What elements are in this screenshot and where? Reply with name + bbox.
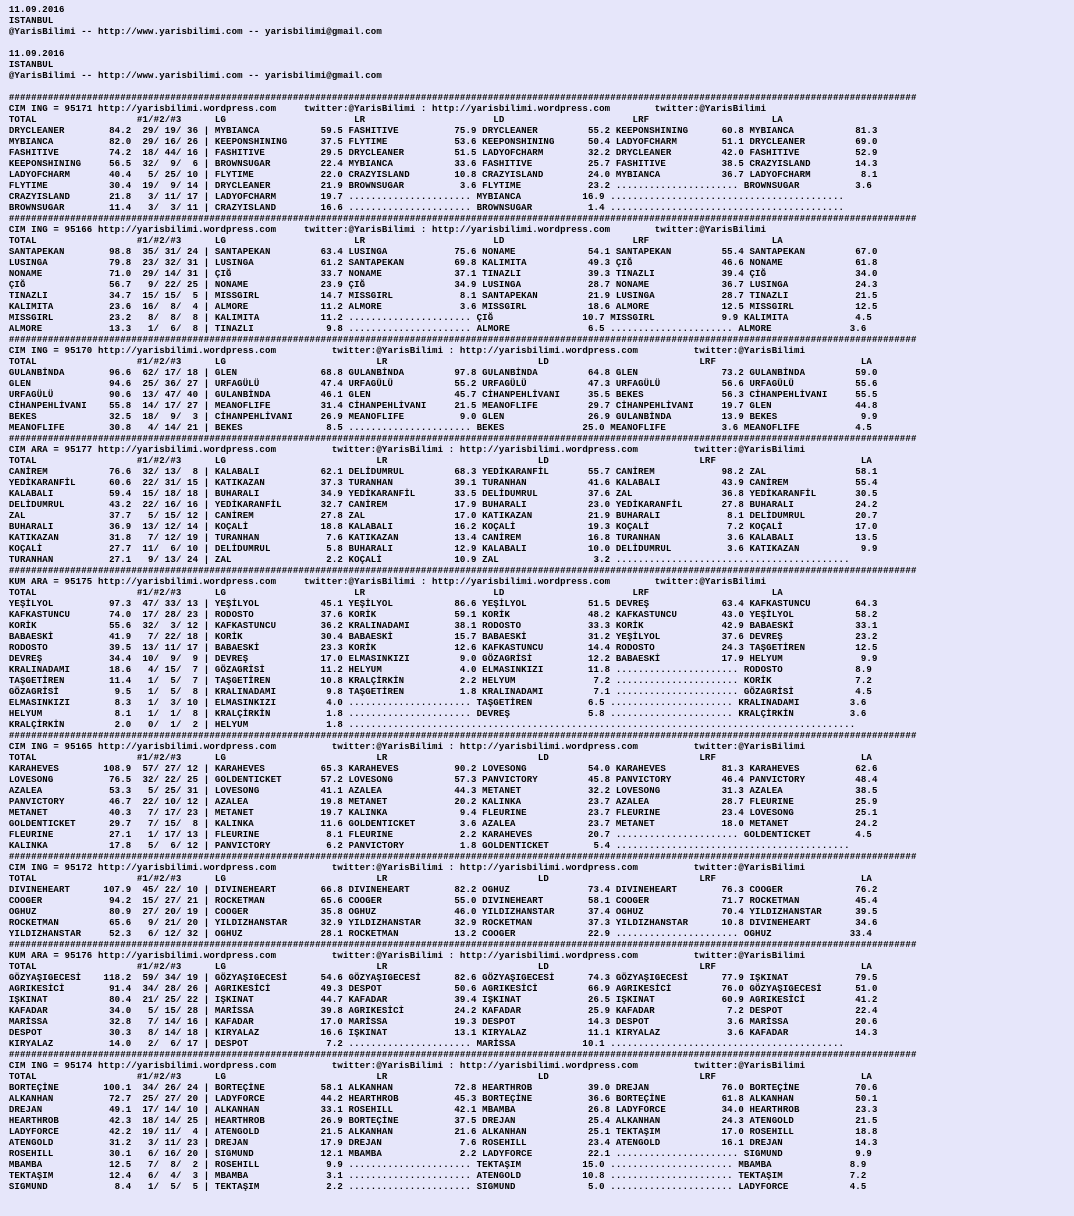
runner-row: RODOSTO 39.5 13/ 11/ 17 | BABAESKİ 23.3 KORİK 12.6 KAFKASTUNCU 14.4 RODOSTO 24.3 TAŞGETİREN 12.5 <box>8 642 878 653</box>
runner-row: FLEURINE 27.1 1/ 17/ 13 | FLEURINE 8.1 FLEURINE 2.2 KARAHEVES 20.7 ...................... GOLDENTICKET 4.5 <box>8 829 872 840</box>
runner-row: YEDİKARANFİL 60.6 22/ 31/ 15 | KATIKAZAN 37.3 TURANHAN 39.1 TURANHAN 41.6 KALABALI 43.9 CANİREM 55.4 <box>8 477 878 488</box>
runner-row: ALKANHAN 72.7 25/ 27/ 20 | LADYFORCE 44.2 HEARTHROB 45.3 BORTEÇİNE 36.6 BORTEÇİNE 61.8 ALKANHAN 50.1 <box>8 1093 878 1104</box>
runner-row: SIGMUND 8.4 1/ 5/ 5 | TEKTAŞIM 2.2 ...................... SIGMUND 5.0 ...................... LADYFORCE 4.5 <box>8 1181 867 1192</box>
column-header: TOTAL #1/#2/#3 LG LR LD LRF LA <box>8 587 783 598</box>
column-header: TOTAL #1/#2/#3 LG LR LD LRF LA <box>8 356 872 367</box>
column-header: TOTAL #1/#2/#3 LG LR LD LRF LA <box>8 961 872 972</box>
runner-row: KAFADAR 34.0 5/ 15/ 28 | MARİSSA 39.8 AGRIKESİCİ 24.2 KAFADAR 25.9 KAFADAR 7.2 DESPOT 22.4 <box>8 1005 878 1016</box>
header-gap <box>9 81 1047 92</box>
runner-row: BORTEÇİNE 100.1 34/ 26/ 24 | BORTEÇİNE 58.1 ALKANHAN 72.8 HEARTHROB 39.0 DREJAN 76.0 BORTEÇİNE 70.6 <box>8 1082 878 1093</box>
runner-row: TAŞGETİREN 11.4 1/ 5/ 7 | TAŞGETİREN 10.8 KRALÇİRKİN 2.2 HELYUM 7.2 ...................... KORİK 7.2 <box>8 675 872 686</box>
column-header: TOTAL #1/#2/#3 LG LR LD LRF LA <box>8 235 783 246</box>
race-title: CIM ING = 95174 http://yarisbilimi.wordpress.com twitter:@YarisBilimi : http://yarisbilimi.wordpress.com twitter:@YarisBilimi <box>8 1060 806 1071</box>
runner-row: BROWNSUGAR 11.4 3/ 3/ 11 | CRAZYISLAND 16.6 ...................... BROWNSUGAR 1.4 .......................................... <box>8 202 845 213</box>
runner-row: TEKTAŞIM 12.4 6/ 4/ 3 | MBAMBA 3.1 ...................... ATENGOLD 10.8 ...................... TEKTAŞIM 7.2 <box>8 1170 867 1181</box>
runner-row: GÖZYAŞIGECESİ 118.2 59/ 34/ 19 | GÖZYAŞIGECESİ 54.6 GÖZYAŞIGECESİ 82.6 GÖZYAŞIGECESİ 74.3 GÖZYAŞIGECESİ 77.9 IŞKINAT 79.5 <box>8 972 878 983</box>
runner-row: BUHARALI 36.9 13/ 12/ 14 | KOÇALİ 18.8 KALABALI 16.2 KOÇALİ 19.3 KOÇALİ 7.2 KOÇALİ 17.0 <box>8 521 878 532</box>
runner-row: TINAZLI 34.7 15/ 15/ 5 | MISSGIRL 14.7 MISSGIRL 8.1 SANTAPEKAN 21.9 LUSINGA 28.7 TINAZLI 21.5 <box>8 290 878 301</box>
runner-row: METANET 40.3 7/ 17/ 23 | METANET 19.7 KALINKA 9.4 FLEURINE 23.7 FLEURINE 23.4 LOVESONG 25.1 <box>8 807 878 818</box>
separator-line: ################################################################################################################################################################### <box>8 851 917 862</box>
runner-row: ELMASINKIZI 8.3 1/ 3/ 10 | ELMASINKIZI 4.0 ...................... TAŞGETİREN 6.5 ...................... KRALINADAMI 3.6 <box>8 697 867 708</box>
runner-row: DEVREŞ 34.4 10/ 9/ 9 | DEVREŞ 17.0 ELMASINKIZI 9.0 GÖZAGRİSİ 12.2 BABAESKİ 17.9 HELYUM 9.9 <box>8 653 878 664</box>
runner-row: LOVESONG 76.5 32/ 22/ 25 | GOLDENTICKET 57.2 LOVESONG 57.3 PANVICTORY 45.8 PANVICTORY 46.4 PANVICTORY 48.4 <box>8 774 878 785</box>
header-line: ISTANBUL <box>8 59 54 70</box>
separator-line: ################################################################################################################################################################### <box>8 1049 917 1060</box>
runner-row: FASHITIVE 74.2 18/ 44/ 16 | FASHITIVE 29.5 DRYCLEANER 51.5 LADYOFCHARM 32.2 DRYCLEANER 42.0 FASHITIVE 52.9 <box>8 147 878 158</box>
runner-row: KALABALI 59.4 15/ 18/ 18 | BUHARALI 34.9 YEDİKARANFİL 33.5 DELİDUMRUL 37.6 ZAL 36.8 YEDİKARANFİL 30.5 <box>8 488 878 499</box>
runner-row: MISSGIRL 23.2 8/ 8/ 8 | KALIMITA 11.2 ...................... ÇIĞ 10.7 MISSGIRL 9.9 KALIMITA 4.5 <box>8 312 872 323</box>
race-title: CIM ING = 95166 http://yarisbilimi.wordpress.com twitter:@YarisBilimi : http://yarisbilimi.wordpress.com twitter:@YarisBilimi <box>8 224 767 235</box>
runner-row: ÇIĞ 56.7 9/ 22/ 25 | NONAME 23.9 ÇIĞ 34.9 LUSINGA 28.7 NONAME 36.7 LUSINGA 24.3 <box>8 279 878 290</box>
runner-row: KIRYALAZ 14.0 2/ 6/ 17 | DESPOT 7.2 ...................... MARİSSA 10.1 .......................................... <box>8 1038 845 1049</box>
race-title: CIM ING = 95170 http://yarisbilimi.wordpress.com twitter:@YarisBilimi : http://yarisbilimi.wordpress.com twitter:@YarisBilimi <box>8 345 806 356</box>
race-title: CIM ING = 95165 http://yarisbilimi.wordpress.com twitter:@YarisBilimi : http://yarisbilimi.wordpress.com twitter:@YarisBilimi <box>8 741 806 752</box>
column-header: TOTAL #1/#2/#3 LG LR LD LRF LA <box>8 114 783 125</box>
runner-row: MYBIANCA 82.0 29/ 16/ 26 | KEEPONSHINING 37.5 FLYTIME 53.6 KEEPONSHINING 50.4 LADYOFCHARM 51.1 DRYCLEANER 69.0 <box>8 136 878 147</box>
header-line: @YarisBilimi -- http://www.yarisbilimi.com -- yarisbilimi@gmail.com <box>8 70 382 81</box>
runner-row: AGRIKESİCİ 91.4 34/ 28/ 26 | AGRIKESİCİ 49.3 DESPOT 50.6 AGRIKESİCİ 66.9 AGRIKESİCİ 76.0 GÖZYAŞIGECESİ 51.0 <box>8 983 878 994</box>
runner-row: YILDIZHANSTAR 52.3 6/ 12/ 32 | OGHUZ 28.1 ROCKETMAN 13.2 COOGER 22.9 ...................... OGHUZ 33.4 <box>8 928 872 939</box>
separator-line: ################################################################################################################################################################### <box>8 730 917 741</box>
runner-row: DELİDUMRUL 43.2 22/ 16/ 16 | YEDİKARANFİL 32.7 CANİREM 17.9 BUHARALI 23.0 YEDİKARANFİL 27.8 BUHARALI 24.2 <box>8 499 878 510</box>
runner-row: ALMORE 13.3 1/ 6/ 8 | TINAZLI 9.8 ...................... ALMORE 6.5 ...................... ALMORE 3.6 <box>8 323 867 334</box>
race-title: KUM ARA = 95176 http://yarisbilimi.wordpress.com twitter:@YarisBilimi : http://yarisbilimi.wordpress.com twitter:@YarisBilimi <box>8 950 806 961</box>
separator-line: ################################################################################################################################################################### <box>8 565 917 576</box>
race-title: CIM ING = 95172 http://yarisbilimi.wordpress.com twitter:@YarisBilimi : http://yarisbilimi.wordpress.com twitter:@YarisBilimi <box>8 862 806 873</box>
separator-line: ################################################################################################################################################################### <box>8 939 917 950</box>
header-gap <box>9 37 1047 48</box>
runner-row: MARİSSA 32.8 7/ 14/ 16 | KAFADAR 17.0 MARİSSA 19.3 DESPOT 14.3 DESPOT 3.6 MARİSSA 20.6 <box>8 1016 878 1027</box>
runner-row: YEŞİLYOL 97.3 47/ 33/ 13 | YEŞİLYOL 45.1 YEŞİLYOL 86.6 YEŞİLYOL 51.5 DEVREŞ 63.4 KAFKASTUNCU 64.3 <box>8 598 878 609</box>
runner-row: AZALEA 53.3 5/ 25/ 31 | LOVESONG 41.1 AZALEA 44.3 METANET 32.2 LOVESONG 31.3 AZALEA 38.5 <box>8 785 878 796</box>
runner-row: GLEN 94.6 25/ 36/ 27 | URFAGÜLÜ 47.4 URFAGÜLÜ 55.2 URFAGÜLÜ 47.3 URFAGÜLÜ 56.6 URFAGÜLÜ 55.6 <box>8 378 878 389</box>
runner-row: ATENGOLD 31.2 3/ 11/ 23 | DREJAN 17.9 DREJAN 7.6 ROSEHILL 23.4 ATENGOLD 16.1 DREJAN 14.3 <box>8 1137 878 1148</box>
runner-row: OGHUZ 80.9 27/ 20/ 19 | COOGER 35.8 OGHUZ 46.0 YILDIZHANSTAR 37.4 OGHUZ 70.4 YILDIZHANSTAR 39.5 <box>8 906 878 917</box>
runner-row: SANTAPEKAN 98.8 35/ 31/ 24 | SANTAPEKAN 63.4 LUSINGA 75.6 NONAME 54.1 SANTAPEKAN 55.4 SANTAPEKAN 67.0 <box>8 246 878 257</box>
runner-row: KARAHEVES 108.9 57/ 27/ 12 | KARAHEVES 65.3 KARAHEVES 90.2 LOVESONG 54.0 KARAHEVES 81.3 KARAHEVES 62.6 <box>8 763 878 774</box>
runner-row: DESPOT 30.3 8/ 14/ 18 | KIRYALAZ 16.6 IŞKINAT 13.1 KIRYALAZ 11.1 KIRYALAZ 3.6 KAFADAR 14.3 <box>8 1027 878 1038</box>
runner-row: GOLDENTICKET 29.7 7/ 15/ 8 | KALINKA 11.6 GOLDENTICKET 3.6 AZALEA 23.7 METANET 18.0 METANET 24.2 <box>8 818 878 829</box>
runner-row: DIVINEHEART 107.9 45/ 22/ 10 | DIVINEHEART 66.8 DIVINEHEART 82.2 OGHUZ 73.4 DIVINEHEART 76.3 COOGER 76.2 <box>8 884 878 895</box>
runner-row: ROCKETMAN 65.6 9/ 21/ 20 | YILDIZHANSTAR 32.9 YILDIZHANSTAR 32.9 ROCKETMAN 37.3 YILDIZHANSTAR 10.8 DIVINEHEART 34.6 <box>8 917 878 928</box>
runner-row: LUSINGA 79.8 23/ 32/ 31 | LUSINGA 61.2 SANTAPEKAN 69.8 KALIMITA 49.3 ÇIĞ 46.6 NONAME 61.8 <box>8 257 878 268</box>
runner-row: ROSEHILL 30.1 6/ 16/ 20 | SIGMUND 12.1 MBAMBA 2.2 LADYFORCE 22.1 ...................... SIGMUND 9.9 <box>8 1148 872 1159</box>
column-header: TOTAL #1/#2/#3 LG LR LD LRF LA <box>8 752 872 763</box>
runner-row: KALIMITA 23.6 16/ 8/ 4 | ALMORE 11.2 ALMORE 3.6 MISSGIRL 18.6 ALMORE 12.5 MISSGIRL 12.5 <box>8 301 878 312</box>
runner-row: COOGER 94.2 15/ 27/ 21 | ROCKETMAN 65.6 COOGER 55.0 DIVINEHEART 58.1 COOGER 71.7 ROCKETMAN 45.4 <box>8 895 878 906</box>
runner-row: LADYFORCE 42.2 19/ 11/ 4 | ATENGOLD 21.5 ALKANHAN 21.6 ALKANHAN 25.1 TEKTAŞIM 17.0 ROSEHILL 18.8 <box>8 1126 878 1137</box>
runner-row: KALINKA 17.8 5/ 6/ 12 | PANVICTORY 6.2 PANVICTORY 1.8 GOLDENTICKET 5.4 .......................................... <box>8 840 850 851</box>
column-header: TOTAL #1/#2/#3 LG LR LD LRF LA <box>8 873 872 884</box>
runner-row: DREJAN 49.1 17/ 14/ 10 | ALKANHAN 33.1 ROSEHILL 42.1 MBAMBA 26.8 LADYFORCE 34.0 HEARTHROB 23.3 <box>8 1104 878 1115</box>
runner-row: BEKES 32.5 18/ 9/ 3 | CİHANPEHLİVANI 26.9 MEANOFLIFE 9.0 GLEN 26.9 GULANBİNDA 13.9 BEKES 9.9 <box>8 411 878 422</box>
header-line: ISTANBUL <box>8 15 54 26</box>
runner-row: MEANOFLIFE 30.8 4/ 14/ 21 | BEKES 8.5 ...................... BEKES 25.0 MEANOFLIFE 3.6 MEANOFLIFE 4.5 <box>8 422 872 433</box>
runner-row: CANİREM 76.6 32/ 13/ 8 | KALABALI 62.1 DELİDUMRUL 68.3 YEDİKARANFİL 55.7 CANİREM 98.2 ZAL 58.1 <box>8 466 878 477</box>
runner-row: LADYOFCHARM 40.4 5/ 25/ 10 | FLYTIME 22.0 CRAZYISLAND 10.8 CRAZYISLAND 24.0 MYBIANCA 36.7 LADYOFCHARM 8.1 <box>8 169 878 180</box>
runner-row: BABAESKİ 41.9 7/ 22/ 18 | KORİK 30.4 BABAESKİ 15.7 BABAESKİ 31.2 YEŞİLYOL 37.6 DEVREŞ 23.2 <box>8 631 878 642</box>
runner-row: MBAMBA 12.5 7/ 8/ 2 | ROSEHILL 9.9 ...................... TEKTAŞIM 15.0 ...................... MBAMBA 8.9 <box>8 1159 867 1170</box>
runner-row: GÖZAGRİSİ 9.5 1/ 5/ 8 | KRALINADAMI 9.8 TAŞGETİREN 1.8 KRALINADAMI 7.1 ...................... GÖZAGRİSİ 4.5 <box>8 686 872 697</box>
runner-row: ZAL 37.7 5/ 15/ 12 | CANİREM 27.8 ZAL 17.0 KATIKAZAN 21.9 BUHARALI 8.1 DELİDUMRUL 20.7 <box>8 510 878 521</box>
race-title: CIM ARA = 95177 http://yarisbilimi.wordpress.com twitter:@YarisBilimi : http://yarisbilimi.wordpress.com twitter:@YarisBilimi <box>8 444 806 455</box>
separator-line: ################################################################################################################################################################### <box>8 433 917 444</box>
runner-row: HEARTHROB 42.3 18/ 14/ 25 | HEARTHROB 26.9 BORTEÇİNE 37.5 DREJAN 25.4 ALKANHAN 24.3 ATENGOLD 21.5 <box>8 1115 878 1126</box>
runner-row: KAFKASTUNCU 74.0 17/ 28/ 23 | RODOSTO 37.6 KORİK 59.1 KORİK 48.2 KAFKASTUNCU 43.0 YEŞİLYOL 58.2 <box>8 609 878 620</box>
runner-row: KRALÇİRKİN 2.0 0/ 1/ 2 | HELYUM 1.8 ........................................................................................... <box>8 719 856 730</box>
runner-row: TURANHAN 27.1 9/ 13/ 24 | ZAL 2.2 KOÇALİ 10.9 ZAL 3.2 .......................................... <box>8 554 850 565</box>
column-header: TOTAL #1/#2/#3 LG LR LD LRF LA <box>8 1071 872 1082</box>
runner-row: KORİK 55.6 32/ 3/ 12 | KAFKASTUNCU 36.2 KRALINADAMI 38.1 RODOSTO 33.3 KORİK 42.9 BABAESKİ 33.1 <box>8 620 878 631</box>
runner-row: URFAGÜLÜ 90.6 13/ 47/ 40 | GULANBİNDA 46.1 GLEN 45.7 CİHANPEHLİVANI 35.5 BEKES 56.3 CİHANPEHLİVANI 55.5 <box>8 389 878 400</box>
race-title: KUM ARA = 95175 http://yarisbilimi.wordpress.com twitter:@YarisBilimi : http://yarisbilimi.wordpress.com twitter:@YarisBilimi <box>8 576 767 587</box>
header-line: @YarisBilimi -- http://www.yarisbilimi.com -- yarisbilimi@gmail.com <box>8 26 382 37</box>
runner-row: KRALINADAMI 18.6 4/ 15/ 7 | GÖZAGRİSİ 11.2 HELYUM 4.0 ELMASINKIZI 11.8 ...................... RODOSTO 8.9 <box>8 664 872 675</box>
runner-row: FLYTIME 30.4 19/ 9/ 14 | DRYCLEANER 21.9 BROWNSUGAR 3.6 FLYTIME 23.2 ...................... BROWNSUGAR 3.6 <box>8 180 872 191</box>
separator-line: ################################################################################################################################################################### <box>8 334 917 345</box>
runner-row: GULANBİNDA 96.6 62/ 17/ 18 | GLEN 68.8 GULANBİNDA 97.8 GULANBİNDA 64.8 GLEN 73.2 GULANBİNDA 59.0 <box>8 367 878 378</box>
runner-row: KATIKAZAN 31.8 7/ 12/ 19 | TURANHAN 7.6 KATIKAZAN 13.4 CANİREM 16.8 TURANHAN 3.6 KALABALI 13.5 <box>8 532 878 543</box>
runner-row: NONAME 71.0 29/ 14/ 31 | ÇIĞ 33.7 NONAME 37.1 TINAZLI 39.3 TINAZLI 39.4 ÇIĞ 34.0 <box>8 268 878 279</box>
race-title: CIM ING = 95171 http://yarisbilimi.wordpress.com twitter:@YarisBilimi : http://yarisbilimi.wordpress.com twitter:@YarisBilimi <box>8 103 767 114</box>
separator-line: ################################################################################################################################################################### <box>8 92 917 103</box>
runner-row: DRYCLEANER 84.2 29/ 19/ 36 | MYBIANCA 59.5 FASHITIVE 75.9 DRYCLEANER 55.2 KEEPONSHINING 60.8 MYBIANCA 81.3 <box>8 125 878 136</box>
runner-row: IŞKINAT 80.4 21/ 25/ 22 | IŞKINAT 44.7 KAFADAR 39.4 IŞKINAT 26.5 IŞKINAT 60.9 AGRIKESİCİ 41.2 <box>8 994 878 1005</box>
header-line: 11.09.2016 <box>8 4 65 15</box>
column-header: TOTAL #1/#2/#3 LG LR LD LRF LA <box>8 455 872 466</box>
runner-row: CRAZYISLAND 21.8 3/ 11/ 17 | LADYOFCHARM 19.7 ...................... MYBIANCA 16.9 .......................................... <box>8 191 845 202</box>
runner-row: KOÇALİ 27.7 11/ 6/ 10 | DELİDUMRUL 5.8 BUHARALI 12.9 KALABALI 10.0 DELİDUMRUL 3.6 KATIKAZAN 9.9 <box>8 543 878 554</box>
header-line: 11.09.2016 <box>8 48 65 59</box>
runner-row: PANVICTORY 46.7 22/ 10/ 12 | AZALEA 19.8 METANET 20.2 KALINKA 23.7 AZALEA 28.7 FLEURINE 25.9 <box>8 796 878 807</box>
runner-row: HELYUM 8.1 1/ 1/ 8 | KRALÇİRKİN 1.8 ...................... DEVREŞ 5.8 ...................... KRALÇİRKİN 3.6 <box>8 708 867 719</box>
runner-row: CİHANPEHLİVANI 55.8 14/ 17/ 27 | MEANOFLIFE 31.4 CİHANPEHLİVANI 21.5 MEANOFLIFE 29.7 CİHANPEHLİVANI 19.7 GLEN 44.8 <box>8 400 878 411</box>
runner-row: KEEPONSHINING 56.5 32/ 9/ 6 | BROWNSUGAR 22.4 MYBIANCA 33.6 FASHITIVE 25.7 FASHITIVE 38.5 CRAZYISLAND 14.3 <box>8 158 878 169</box>
separator-line: ################################################################################################################################################################### <box>8 213 917 224</box>
